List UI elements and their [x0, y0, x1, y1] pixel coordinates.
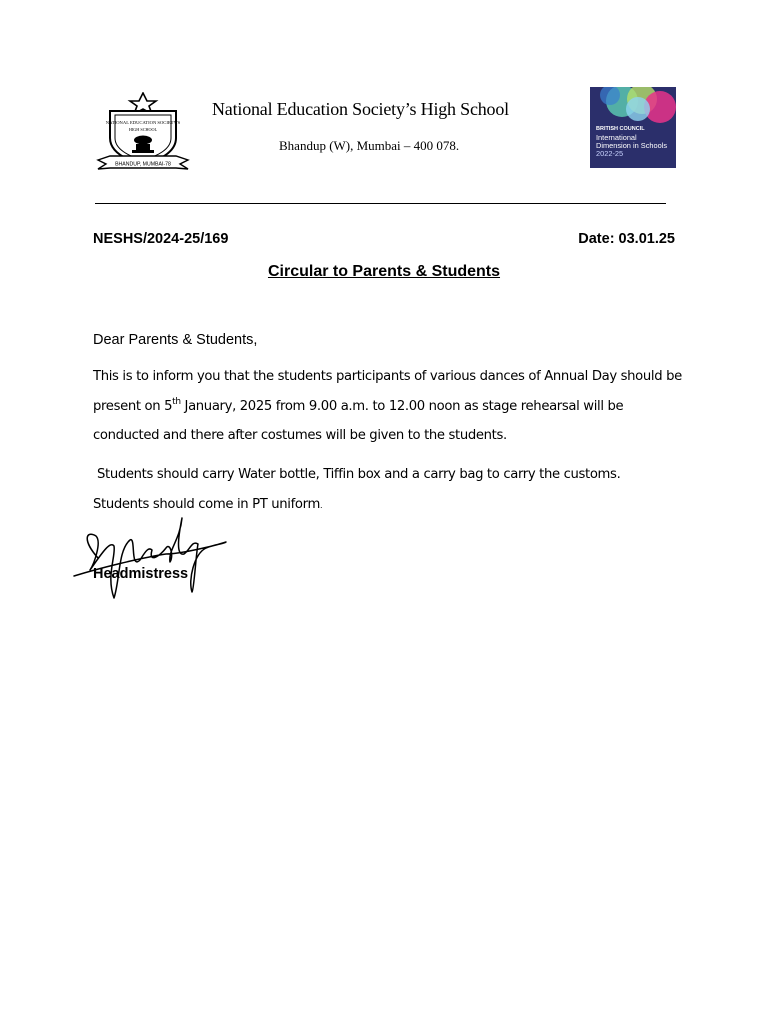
- ids-title-line1: International: [596, 133, 637, 142]
- date-ordinal-suffix: th: [172, 396, 181, 407]
- crest-arc-text: NATIONAL EDUCATION SOCIETY'S: [105, 120, 181, 125]
- school-crest-logo: [96, 92, 192, 172]
- headmistress-signature: [70, 510, 240, 605]
- paragraph-rehearsal: [93, 362, 693, 451]
- header-divider: [95, 203, 666, 204]
- salutation: Dear Parents & Students,: [93, 332, 258, 348]
- crest-sub-text: HIGH SCHOOL: [128, 127, 158, 132]
- instructions-line2: Students should come in PT uniform: [93, 496, 320, 512]
- circular-title: Circular to Parents & Students: [267, 263, 501, 280]
- instructions-trailing-dot: .: [319, 500, 323, 510]
- school-name: National Education Society’s High School: [212, 99, 509, 119]
- paragraph-rehearsal-part1: This is to inform you that the students participants of various dances of Annual Day should be present on 5: [93, 369, 682, 414]
- paragraph-rehearsal-part2: January, 2025 from 9.00 a.m. to 12.00 noon as stage rehearsal will be conducted and there after costumes will be given to the students.: [93, 398, 624, 443]
- ids-years: 2022-25: [596, 149, 624, 158]
- reference-number: NESHS/2024-25/169: [93, 231, 229, 247]
- international-dimension-logo: [590, 87, 676, 168]
- crest-banner-text: BHANDUP, MUMBAI-78: [115, 161, 171, 168]
- ids-brand: BRITISH COUNCIL: [596, 126, 645, 132]
- circular-date: Date: 03.01.25: [578, 231, 675, 247]
- signatory-title: Headmistress: [93, 566, 189, 582]
- school-address: Bhandup (W), Mumbai – 400 078.: [279, 138, 460, 153]
- ids-title-line2: Dimension in Schools: [596, 141, 668, 150]
- instructions-line1: Students should carry Water bottle, Tiffin box and a carry bag to carry the customs.: [97, 467, 621, 482]
